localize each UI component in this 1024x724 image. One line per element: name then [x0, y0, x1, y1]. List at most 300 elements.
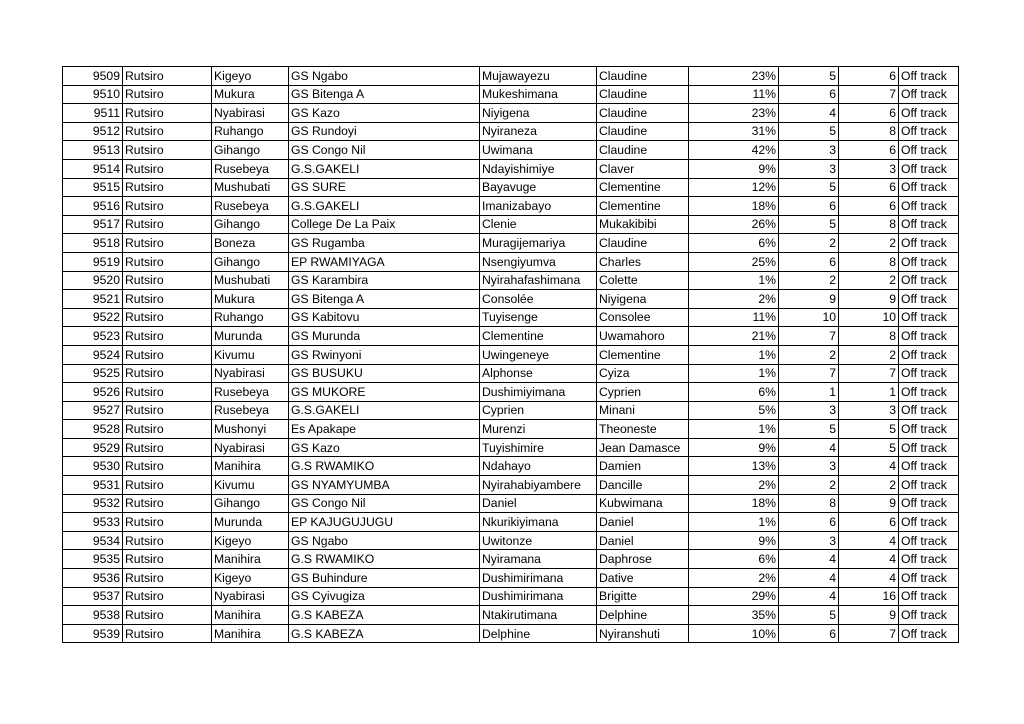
count-a-cell: 3	[779, 401, 839, 420]
table-row	[63, 476, 959, 495]
status-cell: Off track	[899, 606, 959, 625]
status-cell: Off track	[899, 476, 959, 495]
percent-cell: 18%	[689, 494, 779, 513]
sector-cell: Kivumu	[212, 476, 289, 495]
percent-cell: 6%	[689, 550, 779, 569]
id-cell: 9528	[63, 420, 123, 439]
district-cell: Rutsiro	[123, 85, 212, 104]
school-cell: Es Apakape	[289, 420, 480, 439]
table-row	[63, 364, 959, 383]
surname-cell: Ndayishimiye	[480, 159, 597, 178]
status-cell: Off track	[899, 290, 959, 309]
firstname-cell: Claudine	[597, 141, 689, 160]
table-row	[63, 550, 959, 569]
district-cell: Rutsiro	[123, 401, 212, 420]
sector-cell: Nyabirasi	[212, 587, 289, 606]
school-cell: GS Cyivugiza	[289, 587, 480, 606]
surname-cell: Cyprien	[480, 401, 597, 420]
percent-cell: 12%	[689, 178, 779, 197]
count-b-cell: 9	[839, 494, 899, 513]
firstname-cell: Minani	[597, 401, 689, 420]
table-body	[63, 67, 959, 643]
percent-cell: 11%	[689, 308, 779, 327]
table-row	[63, 67, 959, 86]
count-a-cell: 3	[779, 531, 839, 550]
school-cell: GS Congo Nil	[289, 141, 480, 160]
district-cell: Rutsiro	[123, 67, 212, 86]
school-cell: G.S RWAMIKO	[289, 457, 480, 476]
school-cell: GS Bitenga A	[289, 290, 480, 309]
firstname-cell: Clementine	[597, 178, 689, 197]
sector-cell: Ruhango	[212, 308, 289, 327]
table-row	[63, 438, 959, 457]
sector-cell: Gihango	[212, 494, 289, 513]
table-row	[63, 122, 959, 141]
sector-cell: Nyabirasi	[212, 438, 289, 457]
firstname-cell: Claver	[597, 159, 689, 178]
status-cell: Off track	[899, 104, 959, 123]
status-cell: Off track	[899, 401, 959, 420]
id-cell: 9509	[63, 67, 123, 86]
status-cell: Off track	[899, 327, 959, 346]
firstname-cell: Cyiza	[597, 364, 689, 383]
district-cell: Rutsiro	[123, 587, 212, 606]
surname-cell: Bayavuge	[480, 178, 597, 197]
count-b-cell: 4	[839, 569, 899, 588]
surname-cell: Nyirahafashimana	[480, 271, 597, 290]
sector-cell: Rusebeya	[212, 197, 289, 216]
district-cell: Rutsiro	[123, 383, 212, 402]
school-cell: GS Karambira	[289, 271, 480, 290]
district-cell: Rutsiro	[123, 122, 212, 141]
count-b-cell: 6	[839, 513, 899, 532]
count-b-cell: 8	[839, 122, 899, 141]
firstname-cell: Claudine	[597, 122, 689, 141]
status-cell: Off track	[899, 587, 959, 606]
count-a-cell: 10	[779, 308, 839, 327]
id-cell: 9519	[63, 252, 123, 271]
percent-cell: 26%	[689, 215, 779, 234]
count-b-cell: 10	[839, 308, 899, 327]
id-cell: 9511	[63, 104, 123, 123]
surname-cell: Imanizabayo	[480, 197, 597, 216]
table-row	[63, 85, 959, 104]
sector-cell: Manihira	[212, 624, 289, 643]
id-cell: 9517	[63, 215, 123, 234]
table-row	[63, 159, 959, 178]
status-cell: Off track	[899, 308, 959, 327]
school-cell: GS Kazo	[289, 104, 480, 123]
table-row	[63, 420, 959, 439]
id-cell: 9514	[63, 159, 123, 178]
count-a-cell: 3	[779, 457, 839, 476]
id-cell: 9530	[63, 457, 123, 476]
count-a-cell: 5	[779, 420, 839, 439]
sector-cell: Gihango	[212, 215, 289, 234]
status-cell: Off track	[899, 383, 959, 402]
school-cell: GS Kazo	[289, 438, 480, 457]
school-cell: G.S RWAMIKO	[289, 550, 480, 569]
percent-cell: 2%	[689, 476, 779, 495]
status-cell: Off track	[899, 624, 959, 643]
district-cell: Rutsiro	[123, 550, 212, 569]
school-cell: GS NYAMYUMBA	[289, 476, 480, 495]
count-b-cell: 2	[839, 476, 899, 495]
firstname-cell: Theoneste	[597, 420, 689, 439]
surname-cell: Uwimana	[480, 141, 597, 160]
id-cell: 9527	[63, 401, 123, 420]
percent-cell: 2%	[689, 290, 779, 309]
school-cell: G.S KABEZA	[289, 606, 480, 625]
table-row	[63, 252, 959, 271]
percent-cell: 9%	[689, 438, 779, 457]
id-cell: 9522	[63, 308, 123, 327]
count-a-cell: 7	[779, 327, 839, 346]
district-cell: Rutsiro	[123, 308, 212, 327]
surname-cell: Nkurikiyimana	[480, 513, 597, 532]
sector-cell: Rusebeya	[212, 383, 289, 402]
district-cell: Rutsiro	[123, 420, 212, 439]
id-cell: 9523	[63, 327, 123, 346]
percent-cell: 6%	[689, 383, 779, 402]
count-b-cell: 9	[839, 606, 899, 625]
table-row	[63, 234, 959, 253]
school-cell: GS Rugamba	[289, 234, 480, 253]
percent-cell: 1%	[689, 513, 779, 532]
count-b-cell: 6	[839, 104, 899, 123]
school-cell: G.S.GAKELI	[289, 197, 480, 216]
count-b-cell: 8	[839, 215, 899, 234]
school-cell: GS Ngabo	[289, 67, 480, 86]
count-a-cell: 1	[779, 383, 839, 402]
percent-cell: 31%	[689, 122, 779, 141]
table-row	[63, 215, 959, 234]
percent-cell: 9%	[689, 531, 779, 550]
firstname-cell: Clementine	[597, 345, 689, 364]
count-a-cell: 5	[779, 178, 839, 197]
school-cell: GS Congo Nil	[289, 494, 480, 513]
firstname-cell: Uwamahoro	[597, 327, 689, 346]
surname-cell: Dushimiyimana	[480, 383, 597, 402]
count-b-cell: 6	[839, 141, 899, 160]
id-cell: 9532	[63, 494, 123, 513]
id-cell: 9525	[63, 364, 123, 383]
count-a-cell: 6	[779, 85, 839, 104]
id-cell: 9533	[63, 513, 123, 532]
count-a-cell: 4	[779, 438, 839, 457]
count-b-cell: 9	[839, 290, 899, 309]
count-a-cell: 3	[779, 159, 839, 178]
sector-cell: Mushubati	[212, 271, 289, 290]
table-row	[63, 494, 959, 513]
percent-cell: 29%	[689, 587, 779, 606]
school-cell: G.S.GAKELI	[289, 159, 480, 178]
surname-cell: Tuyisenge	[480, 308, 597, 327]
percent-cell: 23%	[689, 67, 779, 86]
school-cell: GS Bitenga A	[289, 85, 480, 104]
id-cell: 9516	[63, 197, 123, 216]
count-b-cell: 3	[839, 401, 899, 420]
id-cell: 9531	[63, 476, 123, 495]
id-cell: 9512	[63, 122, 123, 141]
firstname-cell: Claudine	[597, 67, 689, 86]
surname-cell: Nsengiyumva	[480, 252, 597, 271]
surname-cell: Nyirahabiyambere	[480, 476, 597, 495]
district-cell: Rutsiro	[123, 197, 212, 216]
sector-cell: Nyabirasi	[212, 104, 289, 123]
count-a-cell: 6	[779, 252, 839, 271]
firstname-cell: Dative	[597, 569, 689, 588]
count-b-cell: 6	[839, 67, 899, 86]
status-cell: Off track	[899, 494, 959, 513]
percent-cell: 1%	[689, 345, 779, 364]
table-row	[63, 345, 959, 364]
id-cell: 9524	[63, 345, 123, 364]
count-a-cell: 6	[779, 197, 839, 216]
school-cell: GS SURE	[289, 178, 480, 197]
id-cell: 9536	[63, 569, 123, 588]
sector-cell: Mushubati	[212, 178, 289, 197]
surname-cell: Dushimirimana	[480, 587, 597, 606]
percent-cell: 1%	[689, 271, 779, 290]
surname-cell: Clementine	[480, 327, 597, 346]
table-row	[63, 271, 959, 290]
count-b-cell: 5	[839, 420, 899, 439]
id-cell: 9529	[63, 438, 123, 457]
status-cell: Off track	[899, 438, 959, 457]
id-cell: 9535	[63, 550, 123, 569]
sector-cell: Nyabirasi	[212, 364, 289, 383]
percent-cell: 21%	[689, 327, 779, 346]
district-cell: Rutsiro	[123, 271, 212, 290]
district-cell: Rutsiro	[123, 252, 212, 271]
surname-cell: Mujawayezu	[480, 67, 597, 86]
table-row	[63, 141, 959, 160]
count-b-cell: 7	[839, 364, 899, 383]
percent-cell: 13%	[689, 457, 779, 476]
table-row	[63, 569, 959, 588]
school-cell: GS MUKORE	[289, 383, 480, 402]
status-cell: Off track	[899, 252, 959, 271]
percent-cell: 18%	[689, 197, 779, 216]
firstname-cell: Cyprien	[597, 383, 689, 402]
id-cell: 9537	[63, 587, 123, 606]
firstname-cell: Damien	[597, 457, 689, 476]
school-cell: G.S KABEZA	[289, 624, 480, 643]
surname-cell: Murenzi	[480, 420, 597, 439]
school-cell: GS Murunda	[289, 327, 480, 346]
table-row	[63, 531, 959, 550]
status-cell: Off track	[899, 141, 959, 160]
district-cell: Rutsiro	[123, 624, 212, 643]
count-a-cell: 4	[779, 587, 839, 606]
firstname-cell: Consolee	[597, 308, 689, 327]
district-cell: Rutsiro	[123, 159, 212, 178]
school-cell: College De La Paix	[289, 215, 480, 234]
status-cell: Off track	[899, 159, 959, 178]
district-cell: Rutsiro	[123, 234, 212, 253]
status-cell: Off track	[899, 550, 959, 569]
surname-cell: Ntakirutimana	[480, 606, 597, 625]
count-b-cell: 7	[839, 624, 899, 643]
status-cell: Off track	[899, 531, 959, 550]
count-a-cell: 4	[779, 569, 839, 588]
count-b-cell: 4	[839, 550, 899, 569]
sector-cell: Mushonyi	[212, 420, 289, 439]
district-cell: Rutsiro	[123, 178, 212, 197]
percent-cell: 9%	[689, 159, 779, 178]
district-cell: Rutsiro	[123, 290, 212, 309]
table-row	[63, 178, 959, 197]
percent-cell: 1%	[689, 364, 779, 383]
firstname-cell: Clementine	[597, 197, 689, 216]
district-cell: Rutsiro	[123, 476, 212, 495]
count-a-cell: 2	[779, 234, 839, 253]
firstname-cell: Claudine	[597, 104, 689, 123]
table-row	[63, 587, 959, 606]
firstname-cell: Daniel	[597, 531, 689, 550]
status-cell: Off track	[899, 271, 959, 290]
status-cell: Off track	[899, 178, 959, 197]
sector-cell: Manihira	[212, 550, 289, 569]
count-b-cell: 5	[839, 438, 899, 457]
sector-cell: Kivumu	[212, 345, 289, 364]
status-cell: Off track	[899, 197, 959, 216]
status-cell: Off track	[899, 85, 959, 104]
id-cell: 9526	[63, 383, 123, 402]
id-cell: 9513	[63, 141, 123, 160]
firstname-cell: Kubwimana	[597, 494, 689, 513]
percent-cell: 11%	[689, 85, 779, 104]
table-row	[63, 383, 959, 402]
district-cell: Rutsiro	[123, 104, 212, 123]
table-row	[63, 457, 959, 476]
sector-cell: Manihira	[212, 606, 289, 625]
table-row	[63, 197, 959, 216]
count-b-cell: 2	[839, 234, 899, 253]
district-cell: Rutsiro	[123, 364, 212, 383]
id-cell: 9539	[63, 624, 123, 643]
firstname-cell: Brigitte	[597, 587, 689, 606]
status-cell: Off track	[899, 513, 959, 532]
district-cell: Rutsiro	[123, 345, 212, 364]
school-cell: GS Rundoyi	[289, 122, 480, 141]
table-row	[63, 513, 959, 532]
count-a-cell: 5	[779, 67, 839, 86]
surname-cell: Alphonse	[480, 364, 597, 383]
table-row	[63, 606, 959, 625]
count-a-cell: 9	[779, 290, 839, 309]
count-b-cell: 6	[839, 178, 899, 197]
data-table	[62, 66, 959, 643]
count-b-cell: 2	[839, 345, 899, 364]
district-cell: Rutsiro	[123, 494, 212, 513]
count-a-cell: 2	[779, 476, 839, 495]
count-b-cell: 4	[839, 457, 899, 476]
status-cell: Off track	[899, 364, 959, 383]
firstname-cell: Daphrose	[597, 550, 689, 569]
firstname-cell: Nyiranshuti	[597, 624, 689, 643]
id-cell: 9521	[63, 290, 123, 309]
school-cell: GS BUSUKU	[289, 364, 480, 383]
table-row	[63, 624, 959, 643]
firstname-cell: Delphine	[597, 606, 689, 625]
percent-cell: 10%	[689, 624, 779, 643]
table-row	[63, 327, 959, 346]
status-cell: Off track	[899, 345, 959, 364]
status-cell: Off track	[899, 215, 959, 234]
count-a-cell: 2	[779, 345, 839, 364]
school-cell: GS Buhindure	[289, 569, 480, 588]
firstname-cell: Colette	[597, 271, 689, 290]
school-cell: GS Rwinyoni	[289, 345, 480, 364]
status-cell: Off track	[899, 234, 959, 253]
school-cell: EP RWAMIYAGA	[289, 252, 480, 271]
firstname-cell: Niyigena	[597, 290, 689, 309]
district-cell: Rutsiro	[123, 141, 212, 160]
count-a-cell: 4	[779, 550, 839, 569]
table-row	[63, 401, 959, 420]
id-cell: 9520	[63, 271, 123, 290]
school-cell: EP KAJUGUJUGU	[289, 513, 480, 532]
surname-cell: Delphine	[480, 624, 597, 643]
count-a-cell: 4	[779, 104, 839, 123]
sector-cell: Mukura	[212, 85, 289, 104]
surname-cell: Nyiramana	[480, 550, 597, 569]
percent-cell: 35%	[689, 606, 779, 625]
school-cell: GS Ngabo	[289, 531, 480, 550]
status-cell: Off track	[899, 420, 959, 439]
sector-cell: Ruhango	[212, 122, 289, 141]
table-row	[63, 290, 959, 309]
school-cell: G.S.GAKELI	[289, 401, 480, 420]
district-cell: Rutsiro	[123, 327, 212, 346]
count-b-cell: 2	[839, 271, 899, 290]
surname-cell: Mukeshimana	[480, 85, 597, 104]
count-a-cell: 7	[779, 364, 839, 383]
surname-cell: Clenie	[480, 215, 597, 234]
sector-cell: Gihango	[212, 252, 289, 271]
id-cell: 9515	[63, 178, 123, 197]
firstname-cell: Claudine	[597, 234, 689, 253]
count-b-cell: 7	[839, 85, 899, 104]
firstname-cell: Dancille	[597, 476, 689, 495]
firstname-cell: Mukakibibi	[597, 215, 689, 234]
sector-cell: Gihango	[212, 141, 289, 160]
sector-cell: Kigeyo	[212, 569, 289, 588]
sector-cell: Murunda	[212, 327, 289, 346]
surname-cell: Uwingeneye	[480, 345, 597, 364]
district-cell: Rutsiro	[123, 606, 212, 625]
surname-cell: Nyiraneza	[480, 122, 597, 141]
percent-cell: 5%	[689, 401, 779, 420]
id-cell: 9534	[63, 531, 123, 550]
firstname-cell: Jean Damasce	[597, 438, 689, 457]
sector-cell: Rusebeya	[212, 401, 289, 420]
district-cell: Rutsiro	[123, 438, 212, 457]
count-a-cell: 6	[779, 513, 839, 532]
district-cell: Rutsiro	[123, 215, 212, 234]
surname-cell: Consolée	[480, 290, 597, 309]
surname-cell: Dushimirimana	[480, 569, 597, 588]
sector-cell: Manihira	[212, 457, 289, 476]
school-cell: GS Kabitovu	[289, 308, 480, 327]
count-a-cell: 6	[779, 624, 839, 643]
count-a-cell: 5	[779, 122, 839, 141]
percent-cell: 1%	[689, 420, 779, 439]
district-cell: Rutsiro	[123, 569, 212, 588]
firstname-cell: Daniel	[597, 513, 689, 532]
